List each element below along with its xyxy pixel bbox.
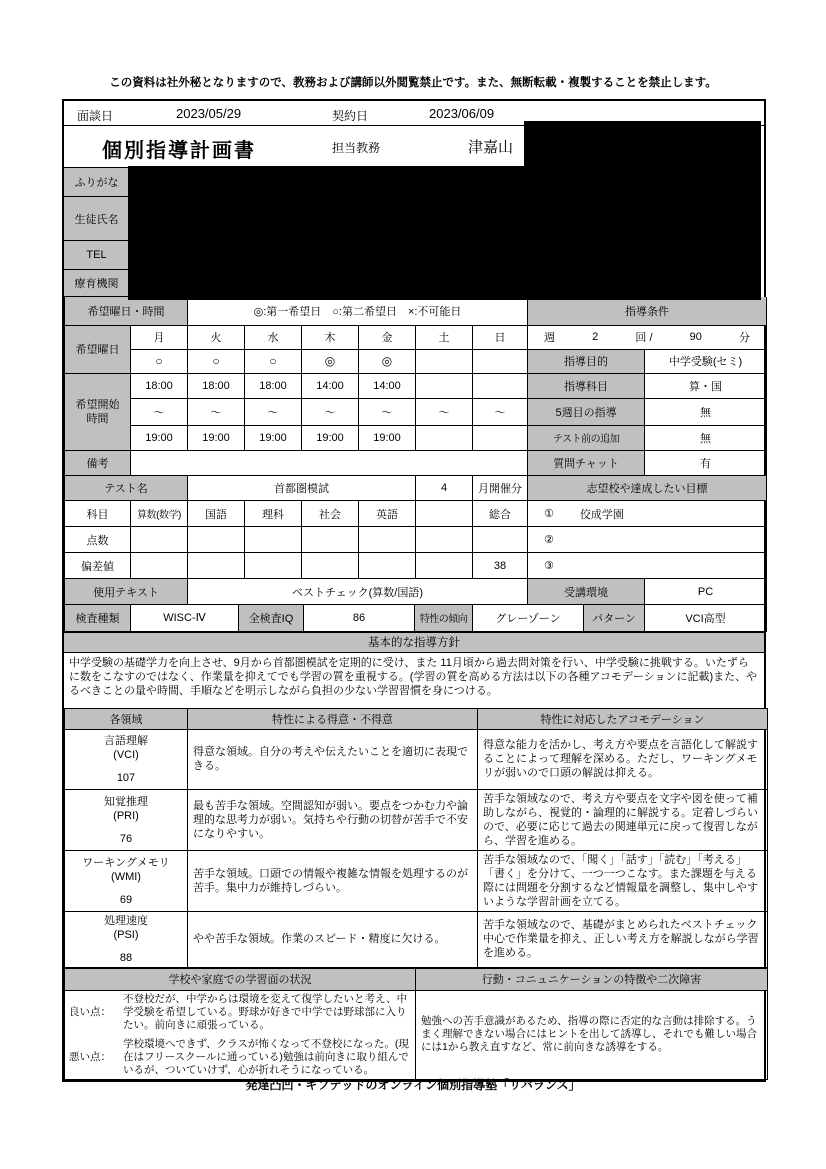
score-cell: [302, 527, 359, 553]
schedule-table: [64, 297, 767, 476]
fsiq-label: 全検査IQ: [239, 605, 304, 631]
policy-header: 基本的な指導方針: [64, 632, 764, 652]
test-name-label: テスト名: [65, 476, 188, 501]
score-cell: [416, 527, 473, 553]
bad-points-text: 学校環境へできず、クラスが怖くなって不登校になった。(現在はフリースクールに通っている)勉強は前向きに取り組んでいるが、ついていけず、心が折れそうになっている。: [123, 1037, 409, 1076]
furigana-label: ふりがな: [64, 167, 130, 197]
domain-name-cell: [65, 729, 188, 789]
schedule-section-label: 希望曜日・時間: [65, 297, 188, 325]
score-cell: [188, 527, 245, 553]
deviation-cell: [131, 553, 188, 579]
day-cell: 金: [359, 325, 416, 349]
goal-1-cell: [528, 501, 767, 527]
assessment-type-label: 検査種類: [65, 605, 131, 631]
mark-cell: ◎: [302, 349, 359, 373]
goal-1-number: ①: [544, 508, 554, 520]
deviation-cell: [302, 553, 359, 579]
test-subject-row: [65, 501, 767, 527]
domains-header-accommodation: 特性に対応したアコモデーション: [478, 708, 768, 729]
tilde-cell: ～: [302, 398, 359, 425]
tendency-value: グレーゾーン: [473, 605, 584, 631]
assessment-row: [65, 605, 767, 631]
day-cell: 日: [473, 325, 528, 349]
goal-3-cell: [528, 553, 767, 579]
time-cell: [416, 373, 473, 398]
fifth-week-value: 無: [645, 398, 767, 425]
student-name-label: 生徒氏名: [64, 196, 130, 241]
mark-cell: ◎: [359, 349, 416, 373]
test-table: [64, 476, 767, 606]
score-cell: [245, 527, 302, 553]
goal-2-number: ②: [544, 534, 554, 546]
weekly-frequency-cell: [528, 325, 767, 349]
day-cell: 月: [131, 325, 188, 349]
domain-code: (PRI): [113, 809, 139, 822]
domains-header-row: [65, 708, 768, 729]
bad-points-label: 悪い点：: [69, 1050, 111, 1063]
remarks-value: [131, 450, 528, 475]
weekday-row: [65, 325, 767, 349]
subject-cell: 理科: [245, 501, 302, 527]
domains-table: [64, 708, 768, 968]
textbook-label: 使用テキスト: [65, 579, 188, 605]
status-table: [64, 968, 768, 1080]
redaction-block: [128, 166, 761, 300]
domain-traits: 得意な領域。自分の考えや伝えたいことを適切に表現できる。: [188, 729, 478, 789]
tel-label: TEL: [64, 240, 130, 270]
purpose-label: 指導目的: [528, 349, 645, 373]
start-time-row: [65, 373, 767, 398]
weekday-row-label: 希望曜日: [65, 325, 131, 373]
status-header-row: [65, 968, 768, 990]
fifth-week-label: 5週目の指導: [528, 398, 645, 425]
status-right-header: 行動・コニュニケーションの特徴や二次障害: [416, 968, 768, 990]
start-time-label: 希望開始時間: [65, 373, 131, 450]
subject-value: 算・国: [645, 373, 767, 398]
domain-accommodation: 苦手な領域なので、考え方や要点を文字や図を使って補助しながら、視覚的・論理的に解説する。定着しづらいので、必要に応じて過去の関連単元に戻って復習しながら、学習を進める。: [478, 789, 768, 850]
domain-row-vci: [65, 729, 768, 789]
score-cell: [131, 527, 188, 553]
time-cell: [473, 425, 528, 450]
subject-cell: 国語: [188, 501, 245, 527]
day-cell: 木: [302, 325, 359, 349]
domain-score: 69: [119, 893, 133, 906]
weekly-label: 週: [544, 332, 556, 344]
deviation-row-label: 偏差値: [65, 553, 131, 579]
day-cell: 土: [416, 325, 473, 349]
domain-code: (VCI): [113, 749, 139, 761]
day-cell: 水: [245, 325, 302, 349]
environment-label: 受講環境: [528, 579, 645, 605]
bad-points-row: [65, 1038, 415, 1077]
status-left-cell: [65, 990, 416, 1079]
redaction-block: [524, 121, 761, 167]
tilde-cell: ～: [359, 398, 416, 425]
interview-date-label: 面談日: [77, 109, 114, 123]
remarks-row: [65, 450, 767, 475]
good-points-label: 良い点：: [69, 1005, 111, 1018]
chat-label: 質問チャット: [528, 450, 645, 475]
test-deviation-row: [65, 553, 767, 579]
domain-name: 知覚推理: [104, 795, 148, 808]
deviation-cell: [245, 553, 302, 579]
assessment-type-value: WISC-Ⅳ: [131, 605, 239, 631]
contract-date-label: 契約日: [332, 109, 369, 123]
subject-row-label: 科目: [65, 501, 131, 527]
weekly-unit: 回 /: [635, 332, 653, 344]
domain-code: (WMI): [111, 870, 141, 883]
time-cell: 19:00: [302, 425, 359, 450]
pattern-label: パターン: [584, 605, 645, 631]
domain-score: 76: [119, 832, 133, 845]
time-cell: [416, 425, 473, 450]
score-row-label: 点数: [65, 527, 131, 553]
test-month-label: 月開催分: [473, 476, 528, 501]
goal-3-number: ③: [544, 560, 554, 572]
tilde-cell: ～: [416, 398, 473, 425]
confidential-notice: この資料は社外秘となりますので、教務および講師以外閲覧禁止です。また、無断転載・複製することを禁止します。: [109, 77, 717, 89]
domain-name: ワーキングメモリ: [82, 856, 170, 869]
mark-cell: [416, 349, 473, 373]
textbook-row: [65, 579, 767, 605]
domain-code: (PSI): [113, 929, 139, 941]
domain-name-cell: [65, 789, 188, 850]
time-cell: 18:00: [245, 373, 302, 398]
domain-name-cell: [65, 850, 188, 911]
interview-date-value: 2023/05/29: [176, 106, 242, 121]
deviation-cell: [359, 553, 416, 579]
time-cell: 19:00: [245, 425, 302, 450]
time-cell: 19:00: [188, 425, 245, 450]
score-cell: [473, 527, 528, 553]
good-points-text: 不登校だが、中学からは環境を変えて復学したいと考え、中学受験を希望している。野球が好きで中学では野球部に入りたい。前向きに頑張っている。: [123, 992, 408, 1031]
end-time-row: [65, 425, 767, 450]
time-cell: 18:00: [131, 373, 188, 398]
domain-accommodation: 苦手な領域なので、「聞く」「話す」「読む」「考える」「書く」を分けて、一つ一つこなす。また課題を与える際には問題を分割するなど情報量を調整し、集中しやすいような学習計画を立てる。: [478, 850, 768, 911]
assessment-table: [64, 605, 767, 632]
domains-header-traits: 特性による得意・不得意: [188, 708, 478, 729]
preference-marks-row: [65, 349, 767, 373]
time-cell: [473, 373, 528, 398]
domain-score: 88: [119, 952, 133, 964]
subject-label: 指導科目: [528, 373, 645, 398]
purpose-value: 中学受験(セミ): [645, 349, 767, 373]
domain-traits: 最も苦手な領域。空間認知が弱い。要点をつかむ力や論理的な思考力が弱い。気持ちや行動の切替が苦手で不安になりやすい。: [188, 789, 478, 850]
test-name-value: 首都圏模試: [188, 476, 416, 501]
day-cell: 火: [188, 325, 245, 349]
conditions-header: 指導条件: [528, 297, 767, 325]
goal-1-text: 佼成学園: [579, 508, 624, 521]
document-title: 個別指導計画書: [102, 140, 256, 162]
good-points-row: [65, 993, 415, 1032]
textbook-value: ベストチェック(算数/国語): [188, 579, 528, 605]
time-cell: 19:00: [131, 425, 188, 450]
time-cell: 14:00: [302, 373, 359, 398]
chat-value: 有: [645, 450, 767, 475]
pretest-value: 無: [645, 425, 767, 450]
domain-traits: やや苦手な領域。作業のスピード・精度に欠ける。: [188, 911, 478, 967]
pattern-value: VCI高型: [645, 605, 767, 631]
subject-cell: 総合: [473, 501, 528, 527]
domain-traits: 苦手な領域。口頭での情報や複雑な情報を処理するのが苦手。集中力が維持しづらい。: [188, 850, 478, 911]
policy-text: 中学受験の基礎学力を向上させ、9月から首都圏模試を定期的に受け、また 11月頃から過去問対策を行い、中学受験に挑戦する。いたずらに数をこなすのではなく、作業量を抑えてでも学習の質を重視する。(学習の質を高める方法は以下の各種アコモデーションに記載)また、やるべきことの量や時間、手順などを明示しながら負担の少ない学習習慣を身につける。: [64, 652, 764, 708]
subject-cell: 社会: [302, 501, 359, 527]
deviation-cell: 38: [473, 553, 528, 579]
fsiq-value: 86: [304, 605, 415, 631]
goal-header: 志望校や達成したい目標: [528, 476, 767, 501]
duration-minutes: 90: [689, 331, 702, 343]
subject-cell: [416, 501, 473, 527]
deviation-cell: [416, 553, 473, 579]
time-cell: 19:00: [359, 425, 416, 450]
domain-name-cell: [65, 911, 188, 967]
time-cell: 14:00: [359, 373, 416, 398]
test-score-row: [65, 527, 767, 553]
weekly-count: 2: [592, 331, 599, 343]
domain-name: 言語理解: [104, 735, 148, 747]
domain-row-pri: [65, 789, 768, 850]
tendency-label: 特性の傾向: [415, 605, 473, 631]
status-content-row: [65, 990, 768, 1079]
deviation-cell: [188, 553, 245, 579]
tilde-cell: ～: [245, 398, 302, 425]
schedule-legend: ◎:第一希望日 ○:第二希望日 ×:不可能日: [188, 297, 528, 325]
domain-accommodation: 得意な能力を活かし、考え方や要点を言語化して解説することによって理解を深める。ただし、ワーキングメモリが弱いので口頭の解説は抑える。: [478, 729, 768, 789]
behavior-text: 勉強への苦手意識があるため、指導の際に否定的な言動は排除する。うまく理解できない場合にはヒントを出して誘導し、それでも難しい場合には1から教え直すなど、常に前向きな誘導をする。: [416, 990, 768, 1079]
domain-row-wmi: [65, 850, 768, 911]
mark-cell: ○: [245, 349, 302, 373]
institution-label: 療育機関: [64, 269, 130, 297]
mark-cell: ○: [188, 349, 245, 373]
tilde-cell: ～: [131, 398, 188, 425]
test-name-row: [65, 476, 767, 501]
subject-cell: 英語: [359, 501, 416, 527]
subject-cell: 算数(数学): [131, 501, 188, 527]
tilde-row: [65, 398, 767, 425]
time-cell: 18:00: [188, 373, 245, 398]
tilde-cell: ～: [188, 398, 245, 425]
domain-name: 処理速度: [104, 915, 148, 927]
mark-cell: [473, 349, 528, 373]
duration-unit: 分: [739, 332, 751, 344]
domain-score: 107: [116, 772, 136, 784]
tilde-cell: ～: [473, 398, 528, 425]
staff-label: 担当教務: [332, 141, 381, 155]
domain-row-psi: [65, 911, 768, 967]
domain-accommodation: 苦手な領域なので、基礎がまとめられたベストチェック中心で作業量を抑え、正しい考え方を解説しながら学習を進める。: [478, 911, 768, 967]
contract-date-value: 2023/06/09: [429, 106, 495, 121]
test-month-count: 4: [416, 476, 473, 501]
footer-text: 発達凸凹・ギフテッドのオンライン個別指導塾「リバランス」: [245, 1078, 581, 1092]
environment-value: PC: [645, 579, 767, 605]
remarks-label: 備考: [65, 450, 131, 475]
staff-name: 津嘉山: [468, 139, 514, 156]
domains-header-area: 各領域: [65, 708, 188, 729]
pretest-label: テスト前の追加: [528, 425, 645, 450]
status-left-header: 学校や家庭での学習面の状況: [65, 968, 416, 990]
mark-cell: ○: [131, 349, 188, 373]
schedule-header-row: [65, 297, 767, 325]
goal-2-cell: [528, 527, 767, 553]
score-cell: [359, 527, 416, 553]
